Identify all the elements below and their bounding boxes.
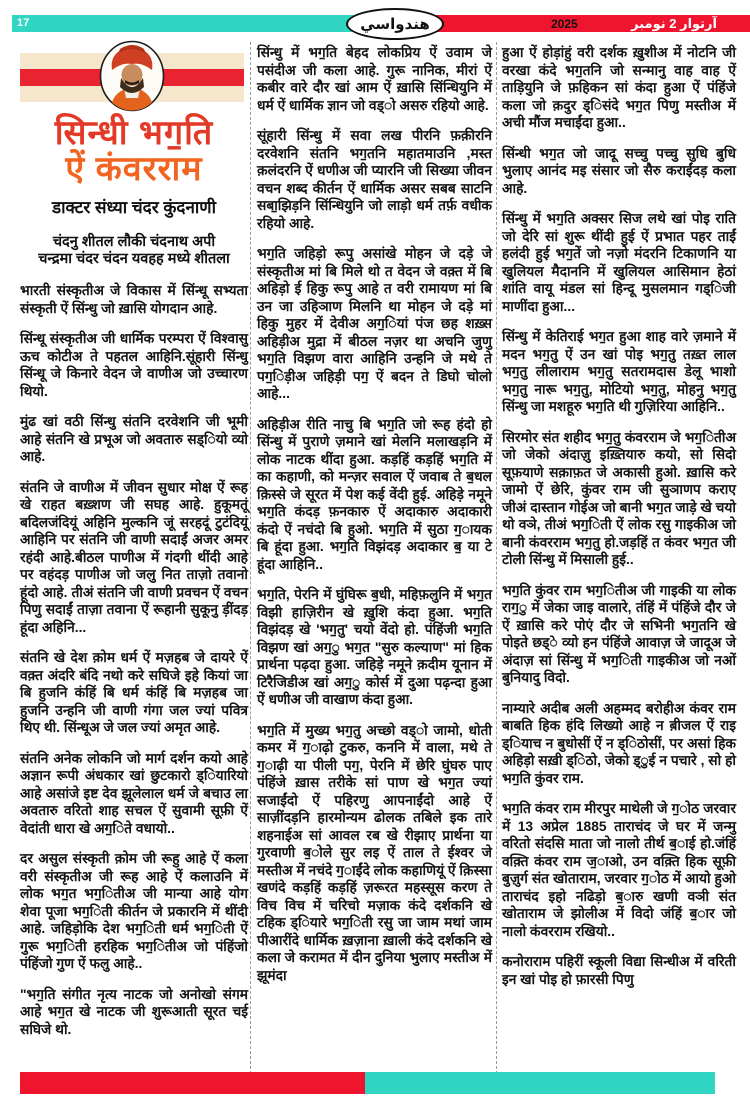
- title-line-1: सिन्धी भग॒ति: [54, 114, 214, 152]
- date-label: آرتوار 2 نومبر: [631, 16, 717, 31]
- paragraph: सूंहारी सिंन्धु में सवा लख पीरनि फ़क़ीरनि दरवेशनि संतनि भग॒तनि महातमाउनि ,मस्त क़लंदरनि ऐं धणीअ जी प्यारनि जी सिख्या जीवन वचन शब्द कीर्तन ऐं धार्मिक असर सबब साटनि सबा॒झिड़नि सिंन्धियुनि जो लाड़ो धर्म तर्फ़ वधीक रहियो आहे.: [257, 128, 492, 231]
- verse-line-1: चंदनु शीतल लौकी चंदनाथ अपी: [52, 234, 216, 250]
- year-label: 2025: [551, 17, 578, 31]
- paragraph: कनोराराम पहिरीं स्कूली विद्या सिन्धीअ में वरिती इन खां पोइ हो फ़ारसी पिणु: [502, 954, 736, 987]
- paragraph: भग॒ति में मुख्य भग॒तु अच्छो वड्ो जामो, धोती कमर में ग॒ाढ़ो टुकरु, कननि में वाला, मथे ते ग॒ाढ़ी या पीली पग॒, पेरनि में छेरि घुंघरु पाए पंहिंजे ख़ास तरीके सां पाण खे भग॒त ज्यां सजाईंदो ऐं पहिरणु आपनाईंदो आहे ऐं साज़ींदड़नि हारमोन्यम ढोलक तबिले इक तारे शहनाईअ सां आवल रब खे रीझाए प्रार्थना या गुरवाणी ब॒ोले सुर लइ ऐं ताल ते ईश्वर जे मस्तीअ में नचंदे ग॒ाईंदे लोक कहाणियूं ऐं क़िस्सा खणंदे कड़हिं कड़हिं ज़रूरत महस्सूस करण ते विच विच में चरिचो मज़ाक कंदे दर्शकनि खे टहिक ड्ियारे भग॒िती रसु जा जाम मथां जाम पीआरींदे धार्मिक ख़ज़ाना ख़ाली कंदे दर्शकनि खे कला जे करामत में दीन दुनिया भुलाए मस्तीअ में झूमंदा: [257, 722, 492, 983]
- paragraph: भग॒ति जहिड़ो रूपु असांखे मोहन जे दड़े जे संस्कृतीअ मां बि मिले थो त वेदन जे वक़्त में बि अहिड़ो ई हिकु रूपु आहे त वरी रामायण मां बि उन जा उहिञाण मिलनि था मोहन जे दड़े मां हिकु मुहर में देवीअ अग॒ियां पंज छह शख़्स अहिड़ीअ मुद्रा में बीठल नज़र था अचनि जुणु भग॒ति विझण वारा आहिनि उन्हनि जे मथे ते पग॒िड़ीअ जहिड़ी पग॒ ऐं बदन ते डिघो चोलो आहे...: [257, 246, 492, 401]
- paragraph: सिंन्धु में केतिराई भग॒त हुआ शाह वारे ज़माने में मदन भग॒तु ऐं उन खां पोइ भग॒तु तख़्त लाल भग॒तु लीलाराम भग॒तु सतरामदास डेलू भाशो भग॒तु नारू भग॒तु, मोटियो भग॒तु, मोहनु भग॒तु सिंन्धु जा मशहूरु भग॒ति थी गुज़िरिया आहिनि..: [502, 329, 736, 414]
- paragraph: संतनि अनेक लोकनि जो मार्ग दर्शन कयो आहे अज्ञान रूपी अंधकार खां छुटकारो ड्ियारियो आहे असांजे इष्ट देव झूलेलाल धर्म जे बचाउ ला अवतारु वरितो शाह सचल ऐं सुवामी सूफ़ी ऐं वेदांती धारा खे अग॒िते वधायो..: [20, 750, 248, 836]
- verse-line-2: चन्द्रमा चंदर चंदन यवहह मध्ये शीतला: [38, 250, 230, 267]
- paragraph: "भग॒ति संगीत नृत्य नाटक जो अनोखो संगम आहे भग॒त खे नाटक जी शुरूआती सूरत चई सघिजे थो.: [20, 986, 248, 1037]
- paragraph: भग॒ति, पेरनि में घुंघिरू ब॒धी, महिफ़लुनि में भग॒त विझी हाज़िरीन खे ख़ुशि कंदा हुआ. भग॒ति विझंदड़ खे 'भग॒तु' चयो वेंदो हो. पंहिंजी भग॒ति विझण खां अग॒ु भग॒त "सुरु कल्याण" मां हिक प्रार्थना पढ़दा हुआ. जहिड़े नमूने क़दीम यूनान में टिरैजिडीअ खां अग॒ु कोर्स में दुआ पढ़न्दा हुआ ऐं धणीअ जी वाखाण कंदा हुआ.: [257, 587, 492, 707]
- paragraph: सिंन्धू संस्कृतीअ जी धार्मिक परम्परा ऐं विश्वासु ऊच कोटीअ ते पहतल आहिनि.सूंहारी सिंन्धु सिंन्धू जे किनारे वेदन जे वाणीअ जो उच्चारण थियो.: [20, 331, 248, 399]
- paragraph: मुंढ खां वठी सिंन्धु संतनि दरवेशनि जी भूमी आहे संतनि खे प्रभूअ जो अवतारु सड्ियो व्यो आहे.: [20, 414, 248, 464]
- paragraph: भग॒ति कुंवर राम भग॒ितीअ जी गाइकी या लोक राग॒ु में जेका जाइ वालारे, तंहिं में पंहिंजे दौर जे ऐं ख़ासि करे पोएं दौर जे सभिनी भग॒तनि खे पोइते छड्े व्यो हन पंहिंजे आवाज़ जे जादूअ जे अंदाज़ सां सिंन्धु में भग॒िती गाइकीअ जो नओं बुनियादु विदो.: [502, 582, 736, 685]
- column-divider: [250, 42, 251, 1074]
- saint-portrait: [99, 40, 165, 112]
- opening-verse: [20, 234, 248, 267]
- column-1: [20, 40, 248, 1051]
- author-byline: डाक्टर संध्या चंदर कुंदनाणी: [52, 198, 216, 217]
- column-2: [257, 44, 492, 997]
- paragraph: सिंन्धु में भग॒ति अक्सर सिज लथे खां पोइ राति जो देरि सां शुरू थींदी हुई ऐं प्रभात पहर ताईं हलंदी हुई भग॒तें जो नज़ो मंदरनि टिकाणनि या खुलियल मैदाननि में खुलियल आसिमान हेठां शांति वायू मंडल सां हिन्दू मुसलमान गड्िजी माणींदा हुआ...: [502, 211, 736, 314]
- masthead-logo-text: هندواسي: [360, 16, 430, 33]
- column-1-body: [20, 282, 248, 1038]
- paragraph: संतनि जे वाणीअ में जीवन सुधार मोक्ष ऐं रूह खे राहत बख़्शण जी सघह आहे. हुकूमतूं बदिलजंदियूं अहिनि मुल्कनि जूं सरहदूं टुटंदियूं आहिनि पर संतनि जी वाणी सदाईं अजर अमर रहंदी आहे.बीठल पाणीअ में गंदगी थींदी आहे पर वहंदड़ पाणीअ जो जलु नित ताज़ो तवानो हूंदो आहे. तीअं संतनि जी वाणी प्रवचन ऐं वचन पिणु सदाईं ताज़ा तवाना ऐं रूहानी सुकूनु ड़ींदड़ हूंदा अहिनि...: [20, 479, 248, 635]
- column-2-body: [257, 44, 492, 984]
- column-divider: [496, 42, 497, 1074]
- title-line-2: ऐं कंवरराम: [65, 150, 203, 188]
- paragraph: हुआ ऐं होड़ांहुं वरी दर्शक ख़ुशीअ में नोटनि जी वरखा कंदे भग॒तनि जो सन्मानु वाह वाह ऐं ताड़ियुनि जे फ़हिकन सां कंदा हुआ ऐं पंहिंजे कला जो क़दुर ड्िसंदे भग॒त पिणु मस्तीअ में अची मौंज मचाईंदा हुआ..: [502, 45, 736, 130]
- column-3-body: [502, 44, 736, 988]
- paragraph: सिंन्धु में भग॒ति बेहद लोकप्रिय ऐं उवाम जे पसंदीअ जी कला आहे. गुरू नानिक, मीरां ऐं कबीर वारे दौर खां आम ऐं ख़ासि सिंन्धियुनि में धर्म ऐं धार्मिक ज्ञान जो वड्ो असरु रहियो आहे.: [257, 45, 492, 113]
- column-3: [502, 44, 736, 1001]
- masthead-logo: [346, 8, 444, 40]
- paragraph: सिंन्धी भग॒त जो जादू सच्चु पच्चु सुधि बुधि भुलाए आनंद मइ संसार जो सैरु कराईंदड़ कला आहे.: [502, 145, 736, 196]
- paragraph: नाम्यारे अदीब अली अहम्मद बरोहीअ कंवर राम बाबति हिक हंदि लिख्यो आहे न ब़ीजल ऐं राइ ड्ियाच न बुधोसीं ऐं न ड्िठोसीं, पर असां हिक अहिड़ो सख़ी ड्िठो, जेको ड्ुई न पचारे , सो हो भग॒ति कुंवर राम.: [502, 700, 736, 786]
- page-number: 17: [17, 17, 30, 29]
- paragraph: दर असुल संस्कृती क़ोम जी रूहु आहे ऐं कला वरी संस्कृतीअ जी रूह आहे ऐं कलाउनि में लोक भग॒त भग॒ितीअ जी मान्या आहे योग शेवा पूजा भग॒िती कीर्तन जे प्रकारनि में थींदी आहे. जहिड़ोकि देश भग॒िती धर्म भग॒िती ऐं गुरू भग॒िती हरहिक भग॒ितीअ जो पंहिंजो पंहिंजो गुण ऐं फलु आहे..: [20, 851, 248, 971]
- paragraph: भग॒ति कंवर राम मीरपुर माथेली जे ग॒ोठ जरवार में 13 अप्रेल 1885 ताराचंद जे घर में जन्मु वरितो संदसि माता जो नालो तीर्थ ब॒ाई हो.जंहिं वक़्ति कंवर राम ज॒ाओ, उन वक़्ति हिक सूफ़ी बुज़ुर्ग संत खोताराम, जरवार ग॒ोठ में आयो हुओ ताराचंद इहो नढिड़ो ब॒ारु खणी वञी संत खोताराम जे झोलीअ में विदो जंहिं ब॒ार जो नालो कंवरराम रखियो..: [502, 801, 736, 939]
- footer-bar: [20, 1072, 715, 1094]
- paragraph: सिरमोर संत शहीद भग॒तु कंवरराम जे भग॒ितीअ जो जेको अंदाज़ु इख़्तियारु कयो, सो सिदो सूफ़याणे सक़ाफ़त जे अकासी हुओ. ख़ासि करे जामो ऐं छेरि, कुंवर राम जी सुञाणप कराए जीअं दास्तान गोईअ जो बानी भग॒त जाड़े खे चयो थो वञे, तीअं भग॒िती ऐं लोक रसु गाइकीअ जो बानी कंवरराम भग॒तु हो.जड़हिं त कंवर भग॒त जी टोली सिंन्धु में मिसाली हुई..: [502, 429, 736, 567]
- paragraph: अहिड़ीअ रीति नाचु बि भग॒ति जो रूह हंदो हो सिंन्धु में पुराणे ज़माने खां मेलनि मलाखड़नि में लोक नाटक थींदा हुआ. कड़हिं कड़हिं भग॒ति में का कहाणी, को मन्ज़र सवाल ऐं जवाब ते ब॒धल क़िस्से जे सूरत में पेश कई वेंदी हुई. अहिड़े नमूने भग॒ति कंदड़ फ़नकारु ऐं अदाकारु अदाकारी कंदो ऐं नचंदो बि हुओ. भग॒ति में सुठा ग॒ायक बि हूंदा हुआ. भग॒ति विझंदड़ अदाकार ब॒ या टे हूंदा आहिनि..: [257, 416, 492, 572]
- paragraph: संतनि खे देश क़ोम धर्म ऐं मज़हब जे दायरे ऐं वक़्त अंदरि बंदि नथो करे सघिजे इहे कियां जा बि हुजनि कंहिं बि धर्म कंहिं बि मज़हब जा हुजनि उन्हनि जी वाणी गंगा जल ज्यां पवित्र थिए थी. सिंन्धूअ जे जल ज्यां अमृत आहे.: [20, 650, 248, 735]
- paragraph: भारती संस्कृतीअ जे विकास में सिंन्धू सभ्यता संस्कृती ऐं सिंन्धु जो ख़ासि योगदान आहे.: [20, 283, 248, 316]
- header-red-bar: [423, 15, 750, 32]
- footer-teal-bar: [365, 1072, 715, 1094]
- footer-red-bar: [20, 1072, 365, 1094]
- header-bar: [12, 15, 750, 32]
